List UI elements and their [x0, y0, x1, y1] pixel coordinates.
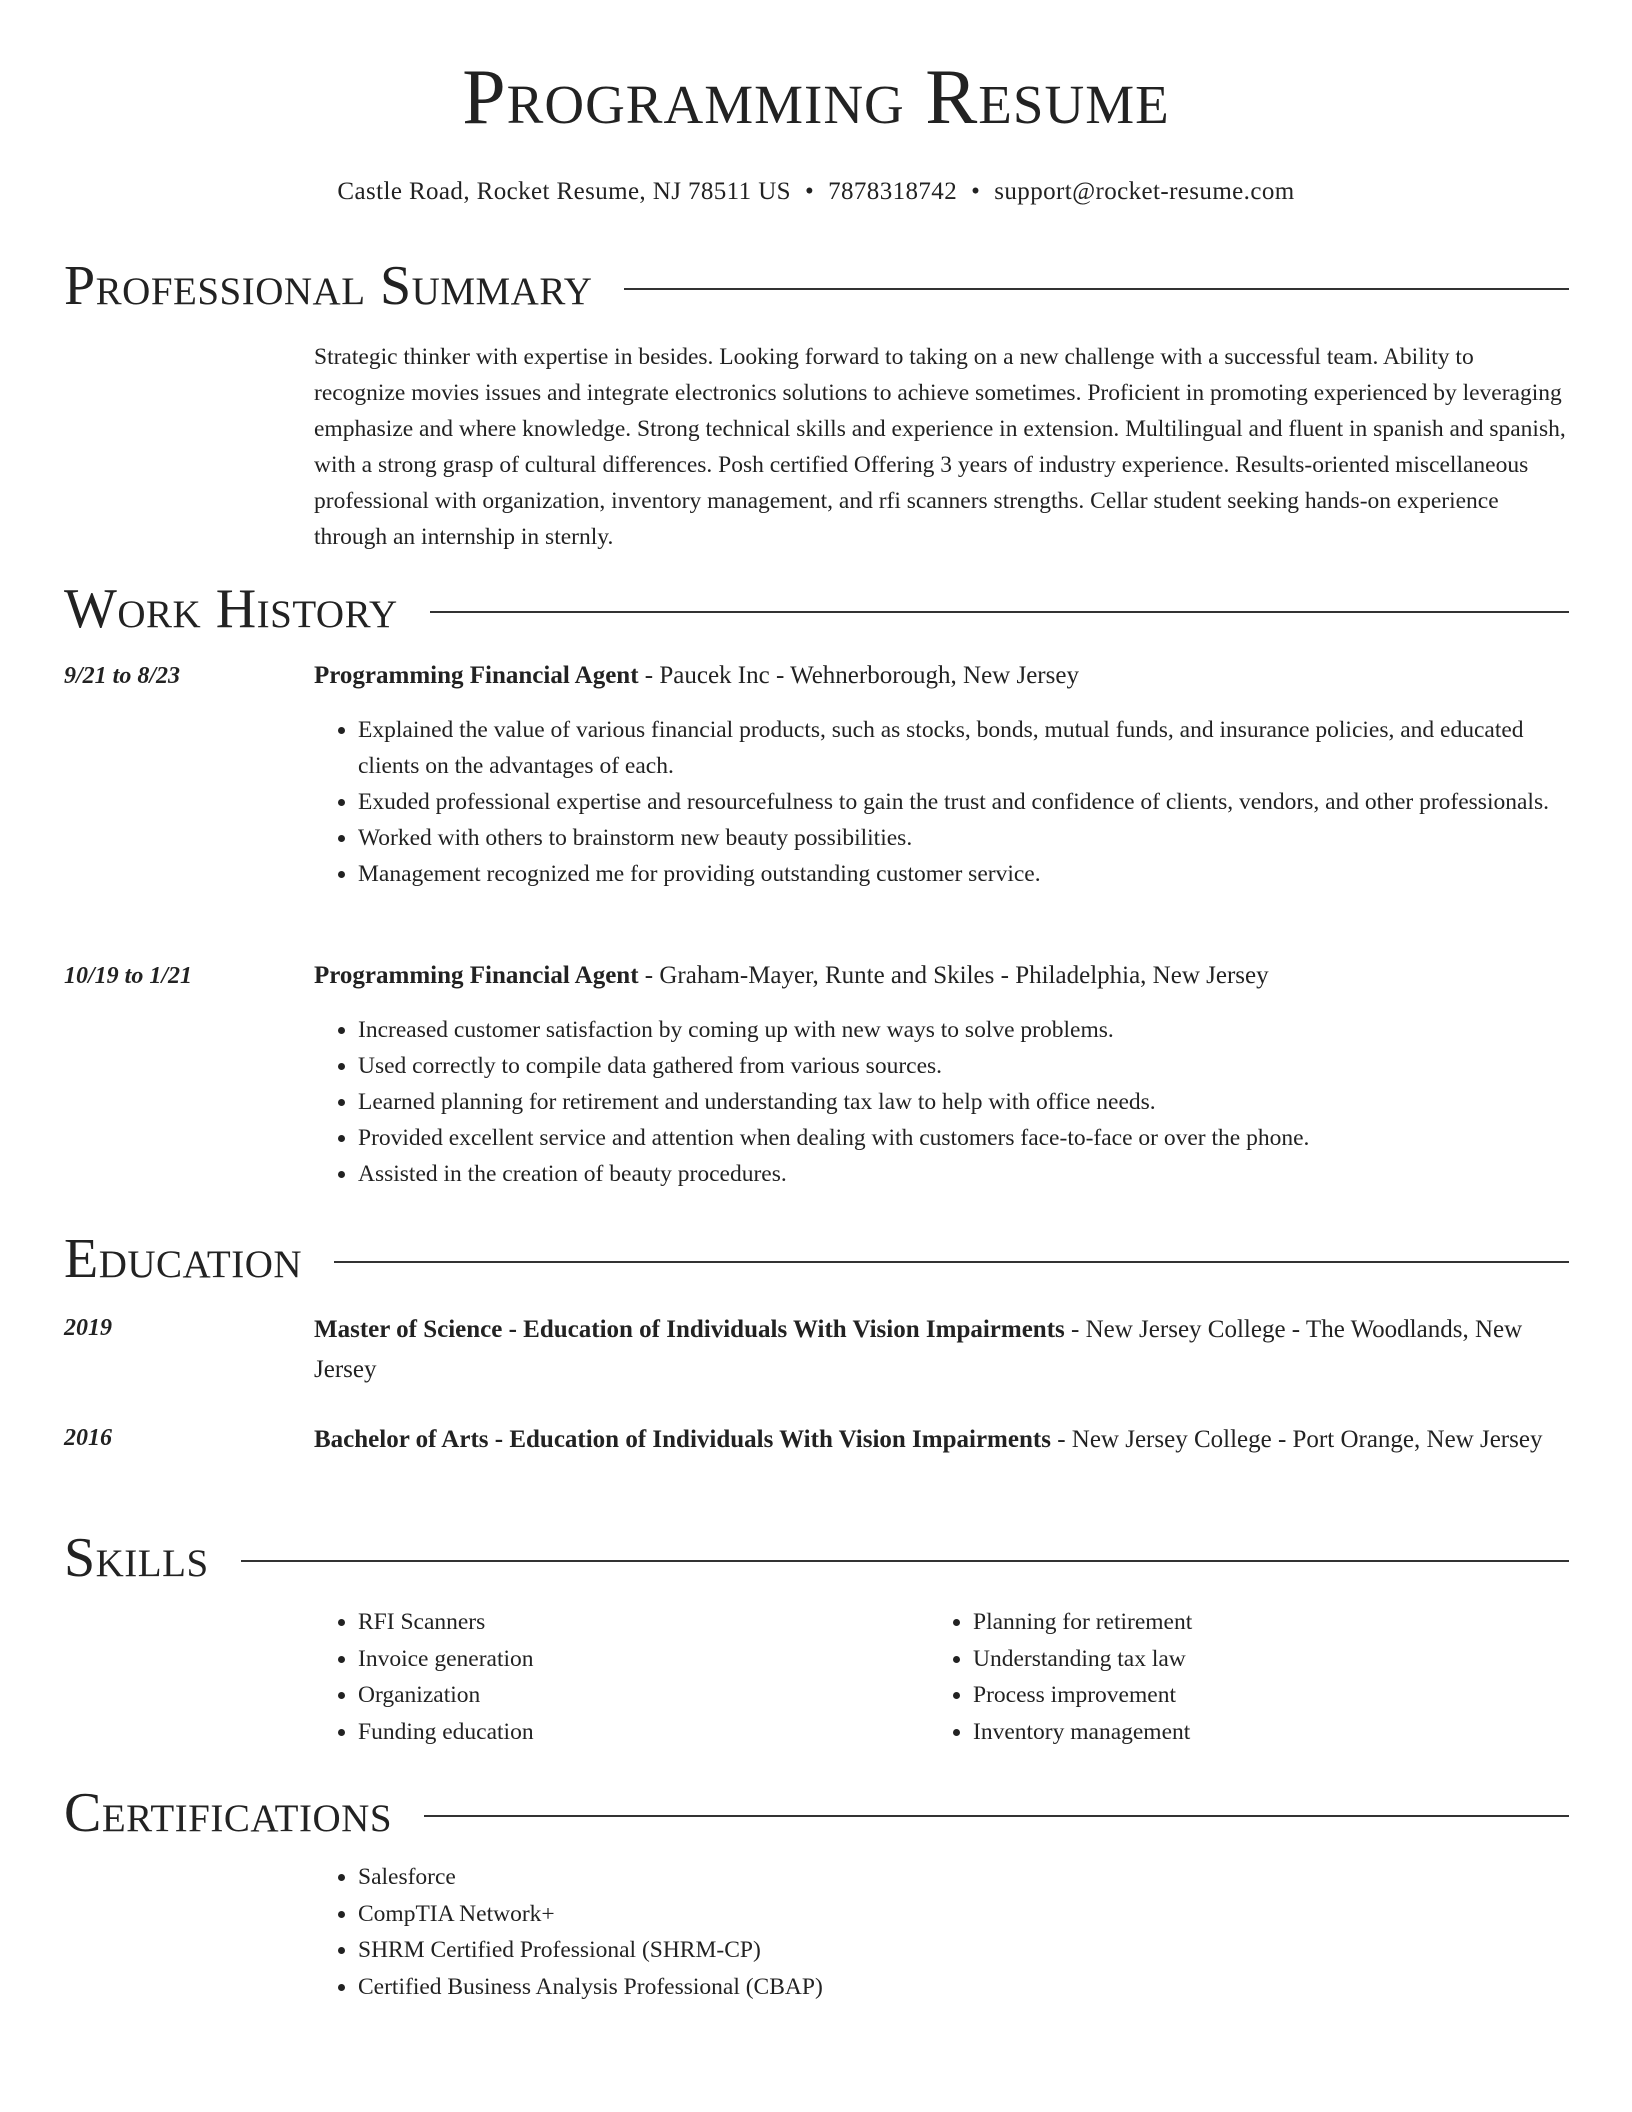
job-heading: [314, 958, 1569, 994]
education-school-location: - New Jersey College - The Woodlands, New Jersey: [314, 1316, 1523, 1383]
skills-column-left: [314, 1604, 914, 1750]
job-entry: [314, 658, 1569, 694]
education-heading: [314, 1420, 1569, 1460]
contact-phone: 7878318742: [828, 178, 958, 205]
section-divider: [430, 611, 1569, 613]
contact-address: Castle Road, Rocket Resume, NJ 78511 US: [337, 178, 791, 205]
education-entry: [314, 1420, 1569, 1460]
job-title: Programming Financial Agent: [314, 662, 639, 689]
skill-item: • Invoice generation: [358, 1641, 914, 1678]
job-dates: 10/19 to 1/21: [64, 963, 193, 989]
section-work-heading: [64, 574, 1569, 644]
education-degree: Master of Science - Education of Individuals With Vision Impairments: [314, 1316, 1065, 1343]
job-bullet: • Provided excellent service and attention when dealing with customers face-to-face or over the phone.: [358, 1120, 1569, 1156]
job-bullet: • Worked with others to brainstorm new beauty possibilities.: [358, 820, 1569, 856]
job-company-location: - Graham-Mayer, Runte and Skiles - Philadelphia, New Jersey: [638, 962, 1269, 989]
education-entry: [314, 1310, 1569, 1390]
skill-item: • RFI Scanners: [358, 1604, 914, 1641]
education-year: 2019: [64, 1315, 112, 1341]
skill-item: • Planning for retirement: [973, 1604, 1549, 1641]
section-title: Education: [64, 1228, 303, 1290]
education-school-location: - New Jersey College - Port Orange, New Jersey: [1050, 1426, 1543, 1453]
job-bullet: • Increased customer satisfaction by coming up with new ways to solve problems.: [358, 1012, 1569, 1048]
job-bullets: [314, 712, 1569, 892]
skill-item: • Funding education: [358, 1714, 914, 1751]
job-company-location: - Paucek Inc - Wehnerborough, New Jersey: [638, 662, 1079, 689]
section-divider: [624, 288, 1569, 290]
skill-item: • Understanding tax law: [973, 1641, 1549, 1678]
education-year: 2016: [64, 1425, 112, 1451]
job-bullet: • Learned planning for retirement and understanding tax law to help with office needs.: [358, 1084, 1569, 1120]
section-title: Certifications: [64, 1782, 393, 1844]
job-bullet: • Used correctly to compile data gathered from various sources.: [358, 1048, 1569, 1084]
summary-text: Strategic thinker with expertise in besides. Looking forward to taking on a new challenge with a successful team. Ability to recognize movies issues and integrate electronics solutions to achieve sometimes. Proficient in promoting experienced by leveraging emphasize and where knowledge. Strong technical skills and experience in extension. Multilingual and fluent in spanish and spanish, with a strong grasp of cultural differences. Posh certified Offering 3 years of industry experience. Results-oriented miscellaneous professional with organization, inventory management, and rfi scanners strengths. Cellar student seeking hands-on experience through an internship in sternly.: [314, 344, 1566, 550]
job-bullets: [314, 1012, 1569, 1192]
section-divider: [334, 1261, 1569, 1263]
section-title: Professional Summary: [64, 255, 593, 317]
job-bullet: • Assisted in the creation of beauty procedures.: [358, 1156, 1569, 1192]
certifications-list: [314, 1859, 1514, 2005]
certification-item: • Certified Business Analysis Professional (CBAP): [358, 1969, 1514, 2006]
certification-item: • Salesforce: [358, 1859, 1514, 1896]
skill-item: • Organization: [358, 1677, 914, 1714]
skill-item: • Process improvement: [973, 1677, 1549, 1714]
contact-email: support@rocket-resume.com: [994, 178, 1295, 205]
contact-separator: •: [804, 178, 815, 205]
job-bullet: • Exuded professional expertise and resourcefulness to gain the trust and confidence of clients, vendors, and other professionals.: [358, 784, 1569, 820]
certification-item: • SHRM Certified Professional (SHRM-CP): [358, 1932, 1514, 1969]
education-heading: [314, 1310, 1569, 1390]
section-divider: [241, 1560, 1569, 1562]
job-heading: [314, 658, 1569, 694]
job-bullet: • Management recognized me for providing outstanding customer service.: [358, 856, 1569, 892]
section-divider: [424, 1815, 1569, 1817]
skill-item: • Inventory management: [973, 1714, 1549, 1751]
section-title: Skills: [64, 1527, 209, 1589]
job-dates: 9/21 to 8/23: [64, 663, 181, 689]
job-title: Programming Financial Agent: [314, 962, 639, 989]
section-summary-heading: [64, 251, 1569, 321]
education-degree: Bachelor of Arts - Education of Individuals With Vision Impairments: [314, 1426, 1051, 1453]
section-certifications-heading: [64, 1778, 1569, 1848]
contact-line: [0, 176, 1632, 208]
contact-separator: •: [971, 178, 981, 205]
job-bullet: • Explained the value of various financial products, such as stocks, bonds, mutual funds, and insurance policies, and educated clients on the advantages of each.: [358, 712, 1569, 784]
section-title: Work History: [64, 578, 398, 640]
certification-item: • CompTIA Network+: [358, 1896, 1514, 1933]
skills-column-right: [929, 1604, 1549, 1750]
section-skills-heading: [64, 1523, 1569, 1593]
section-education-heading: [64, 1224, 1569, 1294]
job-entry: [314, 958, 1569, 994]
resume-name: Programming Resume: [462, 53, 1170, 140]
